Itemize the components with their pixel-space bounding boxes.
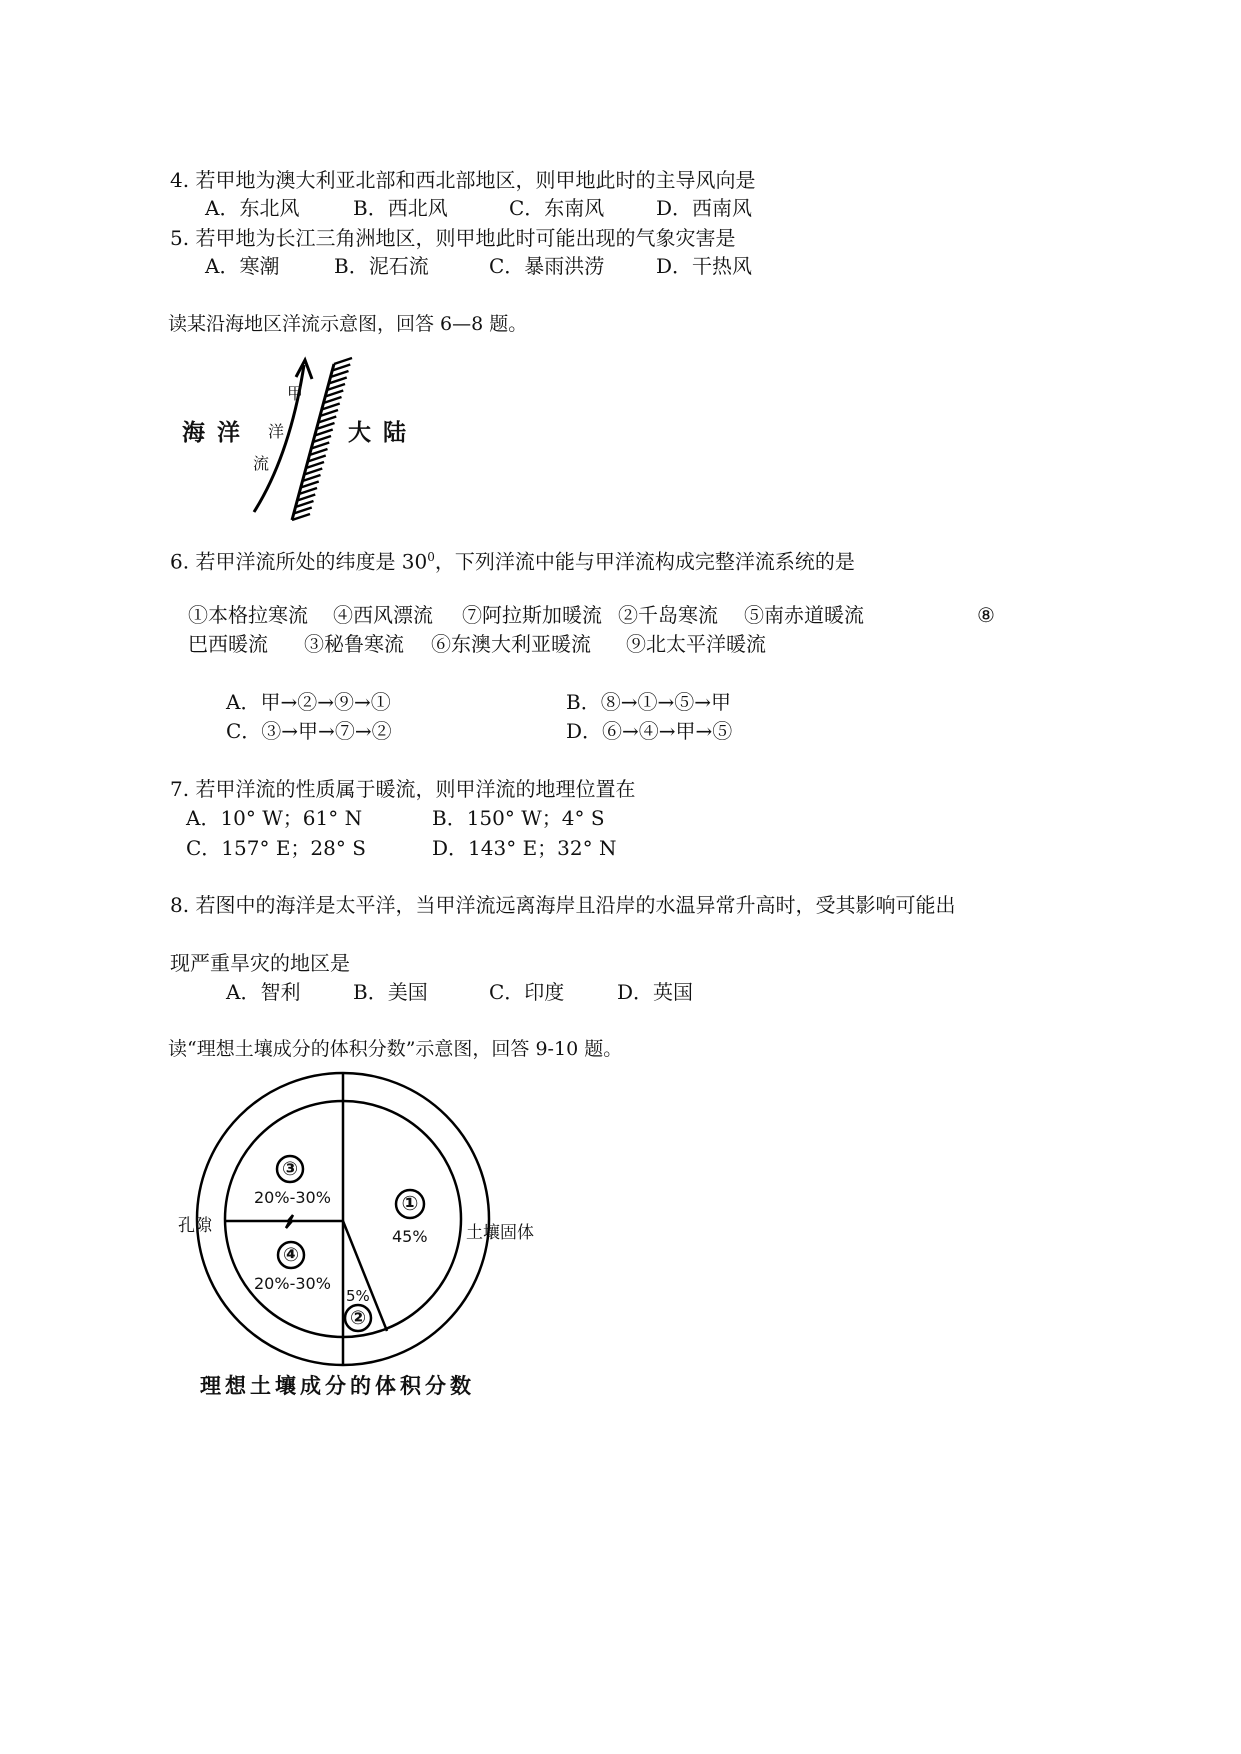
q6-option-c: C．③→甲→⑦→② <box>226 719 392 743</box>
q6-option-a: A．甲→②→⑨→① <box>226 690 391 714</box>
part-4-number: ④ <box>282 1244 300 1266</box>
q4-option-d: D．西南风 <box>656 196 753 220</box>
part-1-value: 45% <box>392 1227 428 1246</box>
pore-label: 孔隙 <box>178 1216 212 1236</box>
current-label-char-1: 甲 <box>287 384 304 403</box>
ocean-label: 海 洋 <box>182 420 243 446</box>
q6-current-3: ③秘鲁寒流 <box>304 632 404 656</box>
q6-current-8: 巴西暖流 <box>188 632 268 656</box>
q6-current-8-mark: ⑧ <box>977 603 995 627</box>
q5-option-a: A．寒潮 <box>205 254 280 278</box>
q6-stem-prefix: 6. 若甲洋流所处的纬度是 30 <box>170 549 428 574</box>
q6-current-4: ④西风漂流 <box>333 603 433 627</box>
q8-stem-line2: 现严重旱灾的地区是 <box>170 951 350 975</box>
q5-stem: 5. 若甲地为长江三角洲地区，则甲地此时可能出现的气象灾害是 <box>170 226 736 250</box>
q6-option-d: D．⑥→④→甲→⑤ <box>566 719 733 743</box>
part-2-number: ② <box>349 1307 367 1329</box>
part-3-value: 20%-30% <box>254 1188 331 1207</box>
soil-diagram-title: 理想土壤成分的体积分数 <box>200 1374 475 1398</box>
q5-option-c: C．暴雨洪涝 <box>489 254 605 278</box>
q6-current-2: ②千岛寒流 <box>618 603 718 627</box>
q6-option-b: B．⑧→①→⑤→甲 <box>566 690 731 714</box>
q8-option-a: A．智利 <box>226 980 301 1004</box>
q6-stem <box>170 545 855 574</box>
q4-option-c: C．东南风 <box>509 196 605 220</box>
q4-stem: 4. 若甲地为澳大利亚北部和西北部地区，则甲地此时的主导风向是 <box>170 168 756 192</box>
q4-option-a: A．东北风 <box>205 196 300 220</box>
land-label: 大 陆 <box>348 420 409 446</box>
q6-current-7: ⑦阿拉斯加暖流 <box>462 603 602 627</box>
q7-option-c: C．157° E；28° S <box>186 836 366 860</box>
q7-option-d: D．143° E；32° N <box>432 836 617 860</box>
part-2-value: 5% <box>346 1287 370 1305</box>
q8-option-b: B．美国 <box>353 980 428 1004</box>
current-label-char-3: 流 <box>253 454 270 473</box>
q6-current-6: ⑥东澳大利亚暖流 <box>431 632 591 656</box>
part-1-number: ① <box>401 1191 419 1215</box>
current-label-char-2: 洋 <box>268 422 285 441</box>
q5-option-b: B．泥石流 <box>334 254 429 278</box>
part-3-number: ③ <box>281 1158 299 1180</box>
q7-option-b: B．150° W；4° S <box>432 806 605 830</box>
q8-stem-line1: 8. 若图中的海洋是太平洋，当甲洋流远离海岸且沿岸的水温异常升高时，受其影响可能出 <box>170 893 956 917</box>
soil-pore-divider <box>225 1215 343 1228</box>
q6-current-5: ⑤南赤道暖流 <box>744 603 864 627</box>
q6-current-1: ①本格拉寒流 <box>188 603 308 627</box>
part-4-value: 20%-30% <box>254 1274 331 1293</box>
hatch-mark <box>334 358 352 364</box>
q5-option-d: D．干热风 <box>656 254 753 278</box>
q6-current-9: ⑨北太平洋暖流 <box>626 632 766 656</box>
intro-9-10: 读“理想土壤成分的体积分数”示意图，回答 9-10 题。 <box>168 1038 623 1060</box>
q4-option-b: B．西北风 <box>353 196 448 220</box>
q6-stem-suffix: ，下列洋流中能与甲洋流构成完整洋流系统的是 <box>434 549 855 574</box>
q6-stem-degree: 0 <box>427 550 435 564</box>
q7-option-a: A．10° W；61° N <box>186 806 363 830</box>
soil-solid-label: 土壤固体 <box>466 1223 534 1243</box>
q8-option-d: D．英国 <box>617 980 694 1004</box>
q8-option-c: C．印度 <box>489 980 565 1004</box>
intro-6-8: 读某沿海地区洋流示意图，回答 6—8 题。 <box>168 313 528 335</box>
q7-stem: 7. 若甲洋流的性质属于暖流，则甲洋流的地理位置在 <box>170 777 636 801</box>
